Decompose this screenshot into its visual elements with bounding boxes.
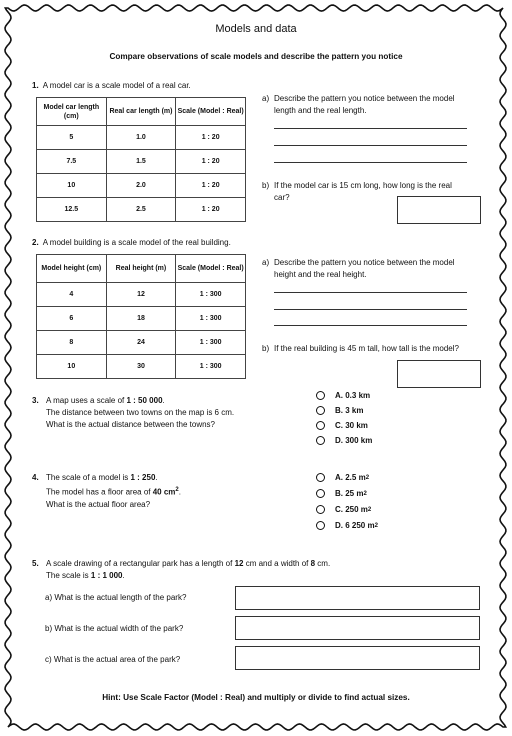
- q1b-prompt: b) If the model car is 15 cm long, how long is the real car?: [262, 181, 452, 202]
- q1-header: Real car length (m): [106, 98, 176, 126]
- q4-prompt: 4. The scale of a model is 1 : 250. The model has a floor area of 40 $cm^2$. What is the actual floor area?: [32, 473, 181, 509]
- answer-line[interactable]: [274, 128, 467, 129]
- table-row: 8 24 1 : 300: [37, 331, 246, 355]
- page-subtitle: Compare observations of scale models and describe the pattern you notice: [109, 52, 403, 61]
- q5-prompt: 5. A scale drawing of a rectangular park has a length of 12 cm and a width of 8 cm. The scale is 1 : 1 000.: [32, 559, 331, 580]
- answer-line[interactable]: [274, 309, 467, 310]
- q3-option-a[interactable]: A. 0.3 km: [316, 391, 370, 400]
- q5c-prompt: c) What is the actual area of the park?: [45, 655, 181, 664]
- q2-prompt: 2. A model building is a scale model of the real building.: [32, 238, 231, 247]
- answer-line[interactable]: [274, 292, 467, 293]
- q2-header: Scale (Model : Real): [176, 255, 246, 283]
- table-row: 6 18 1 : 300: [37, 307, 246, 331]
- q3-prompt: 3. A map uses a scale of 1 : 50 000. The distance between two towns on the map is 6 cm. What is the actual distance between the towns?: [32, 396, 235, 429]
- radio-circle[interactable]: [316, 406, 325, 415]
- q4-option-c[interactable]: C. 250 m 2: [316, 505, 371, 514]
- q5c-answer-box[interactable]: [235, 646, 480, 670]
- q4-option-a[interactable]: A. 2.5 m 2: [316, 473, 369, 482]
- q1b-answer-box[interactable]: [397, 196, 481, 224]
- radio-circle[interactable]: [316, 489, 325, 498]
- q3-option-d[interactable]: D. 300 km: [316, 436, 372, 445]
- q5a-prompt: a) What is the actual length of the park?: [45, 593, 187, 602]
- q1-prompt: 1. A model car is a scale model of a real car.: [32, 81, 191, 90]
- q2a-prompt: a) Describe the pattern you notice between the model height and the real height.: [262, 258, 455, 279]
- radio-circle[interactable]: [316, 473, 325, 482]
- q1-header: Model car length (cm): [37, 98, 107, 126]
- table-row: 12.5 2.5 1 : 20: [37, 198, 246, 222]
- q4-option-b[interactable]: B. 25 m 2: [316, 489, 367, 498]
- q2-header: Model height (cm): [37, 255, 107, 283]
- answer-line[interactable]: [274, 145, 467, 146]
- q2b-prompt: b) If the real building is 45 m tall, how tall is the model?: [262, 344, 459, 353]
- table-row: 10 30 1 : 300: [37, 355, 246, 379]
- q5b-answer-box[interactable]: [235, 616, 480, 640]
- q5a-answer-box[interactable]: [235, 586, 480, 610]
- radio-circle[interactable]: [316, 521, 325, 530]
- answer-line[interactable]: [274, 162, 467, 163]
- radio-circle[interactable]: [316, 421, 325, 430]
- q3-option-b[interactable]: B. 3 km: [316, 406, 363, 415]
- page-title: Models and data: [215, 23, 297, 35]
- answer-line[interactable]: [274, 325, 467, 326]
- hint-text: Hint: Use Scale Factor (Model : Real) and multiply or divide to find actual sizes.: [102, 693, 410, 702]
- q3-option-c[interactable]: C. 30 km: [316, 421, 368, 430]
- q2-header: Real height (m): [106, 255, 176, 283]
- radio-circle[interactable]: [316, 505, 325, 514]
- q4-option-d[interactable]: D. 6 250 m 2: [316, 521, 378, 530]
- q1-table: [36, 97, 246, 222]
- radio-circle[interactable]: [316, 436, 325, 445]
- q2-table: [36, 254, 246, 379]
- q1a-prompt: a) Describe the pattern you notice between the model length and the real length.: [262, 94, 455, 115]
- table-row: 5 1.0 1 : 20: [37, 126, 246, 150]
- q5b-prompt: b) What is the actual width of the park?: [45, 624, 184, 633]
- q1-header: Scale (Model : Real): [176, 98, 246, 126]
- table-row: 10 2.0 1 : 20: [37, 174, 246, 198]
- table-row: 4 12 1 : 300: [37, 283, 246, 307]
- q2b-answer-box[interactable]: [397, 360, 481, 388]
- table-row: 7.5 1.5 1 : 20: [37, 150, 246, 174]
- radio-circle[interactable]: [316, 391, 325, 400]
